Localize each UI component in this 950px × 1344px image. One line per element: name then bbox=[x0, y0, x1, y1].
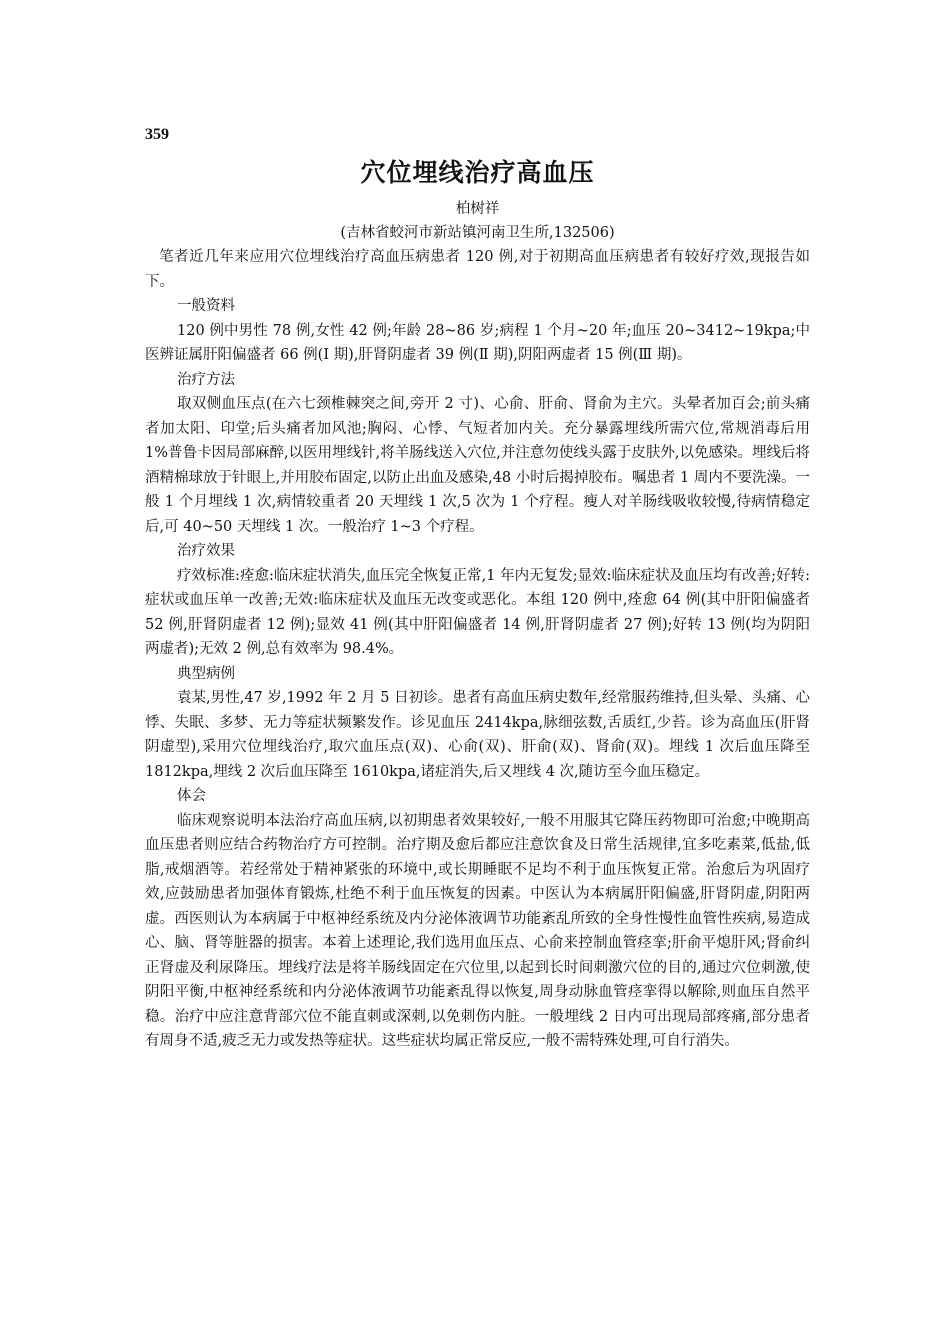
page-number: 359 bbox=[145, 126, 169, 143]
section-heading: 典型病例 bbox=[177, 665, 235, 682]
section-heading: 一般资料 bbox=[177, 298, 235, 314]
section-discussion bbox=[145, 784, 810, 1054]
article-title: 穴位埋线治疗高血压 bbox=[360, 158, 595, 187]
author-name: 柏树祥 bbox=[455, 201, 500, 217]
section-paragraph: 临床观察说明本法治疗高血压病,以初期患者效果较好,一般不用服其它降压药物即可治愈;中晚期高血压患者则应结合药物治疗方可控制。治疗期及愈后都应注意饮食及日常生活规律,宜多吃素菜,低盐,低脂,戒烟酒等。若经常处于精神紧张的环境中,或长期睡眠不足均不利于血压恢复正常。治愈后为巩固疗效,应鼓励患者加强体育锻炼,杜绝不利于血压恢复的因素。中医认为本病属肝阳偏盛,肝肾阴虚,阴阳两虚。西医则认为本病属于中枢神经系统及内分泌体液调节功能紊乱所致的全身性慢性血管性疾病,易造成心、脑、肾等脏器的损害。本着上述理论,我们选用血压点、心俞来控制血管痉挛;肝俞平熄肝风;肾俞纠正肾虚及利尿降压。埋线疗法是将羊肠线固定在穴位里,以起到长时间刺激穴位的目的,通过穴位刺激,使阴阳平衡,中枢神经系统和内分泌体液调节功能紊乱得以恢复,周身动脉血管痉挛得以解除,则血压自然平稳。治疗中应注意背部穴位不能直刺或深刺,以免刺伤内脏。一般埋线 2 日内可出现局部疼痛,部分患者有周身不适,疲乏无力或发热等症状。这些症状均属正常反应,一般不需特殊处理,可自行消失。 bbox=[145, 812, 810, 1049]
section-general-info bbox=[145, 294, 810, 368]
section-heading: 体会 bbox=[177, 788, 206, 804]
section-treatment-method bbox=[145, 368, 810, 540]
author-affiliation: (吉林省蛟河市新站镇河南卫生所,132506) bbox=[340, 225, 615, 241]
section-treatment-results bbox=[145, 539, 810, 662]
section-paragraph: 疗效标准:痊愈:临床症状消失,血压完全恢复正常,1 年内无复发;显效:临床症状及血压均有改善;好转:症状或血压单一改善;无效:临床症状及血压无改变或恶化。本组 120 例中,痊愈 64 例(其中肝阳偏盛者 52 例,肝肾阴虚者 12 例);显效 41 例(其中肝阳偏盛者 14 例,肝肾阴虚者 27 例);好转 13 例(均为阴阳两虚者);无效 2 例,总有效率为 98.4%。 bbox=[145, 567, 810, 657]
section-typical-case bbox=[145, 662, 810, 785]
section-paragraph: 取双侧血压点(在六七颈椎棘突之间,旁开 2 寸)、心俞、肝俞、肾俞为主穴。头晕者加百会;前头痛者加太阳、印堂;后头痛者加风池;胸闷、心悸、气短者加内关。充分暴露埋线所需穴位,常规消毒后用 1%普鲁卡因局部麻醉,以医用埋线针,将羊肠线送入穴位,并注意勿使线头露于皮肤外,以免感染。埋线后将酒精棉球放于针眼上,并用胶布固定,以防止出血及感染,48 小时后揭掉胶布。嘱患者 1 周内不要洗澡。一般 1 个月埋线 1 次,病情较重者 20 天埋线 1 次,5 次为 1 个疗程。瘦人对羊肠线吸收较慢,待病情稳定后,可 40~50 天埋线 1 次。一般治疗 1~3 个疗程。 bbox=[145, 396, 810, 535]
section-heading: 治疗效果 bbox=[177, 543, 235, 559]
section-paragraph: 袁某,男性,47 岁,1992 年 2 月 5 日初诊。患者有高血压病史数年,经常服药维持,但头晕、头痛、心悸、失眠、多梦、无力等症状频繁发作。诊见血压 2414kpa,脉细弦数,舌质红,少苔。诊为高血压(肝肾阴虚型),采用穴位埋线治疗,取穴血压点(双)、心俞(双)、肝俞(双)、肾俞(双)。埋线 1 次后血压降至 1812kpa,埋线 2 次后血压降至 1610kpa,诸症消失,后又埋线 4 次,随访至今血压稳定。 bbox=[145, 690, 810, 780]
document-page bbox=[145, 125, 810, 1054]
section-paragraph: 120 例中男性 78 例,女性 42 例;年龄 28~86 岁;病程 1 个月~20 年;血压 20~3412~19kpa;中医辨证属肝阳偏盛者 66 例(Ⅰ 期),肝肾阴虚者 39 例(Ⅱ 期),阴阳两虚者 15 例(Ⅲ 期)。 bbox=[145, 322, 810, 363]
section-heading: 治疗方法 bbox=[177, 371, 235, 388]
intro-paragraph: 笔者近几年来应用穴位埋线治疗高血压病患者 120 例,对于初期高血压病患者有较好疗效,现报告如下。 bbox=[145, 249, 810, 290]
